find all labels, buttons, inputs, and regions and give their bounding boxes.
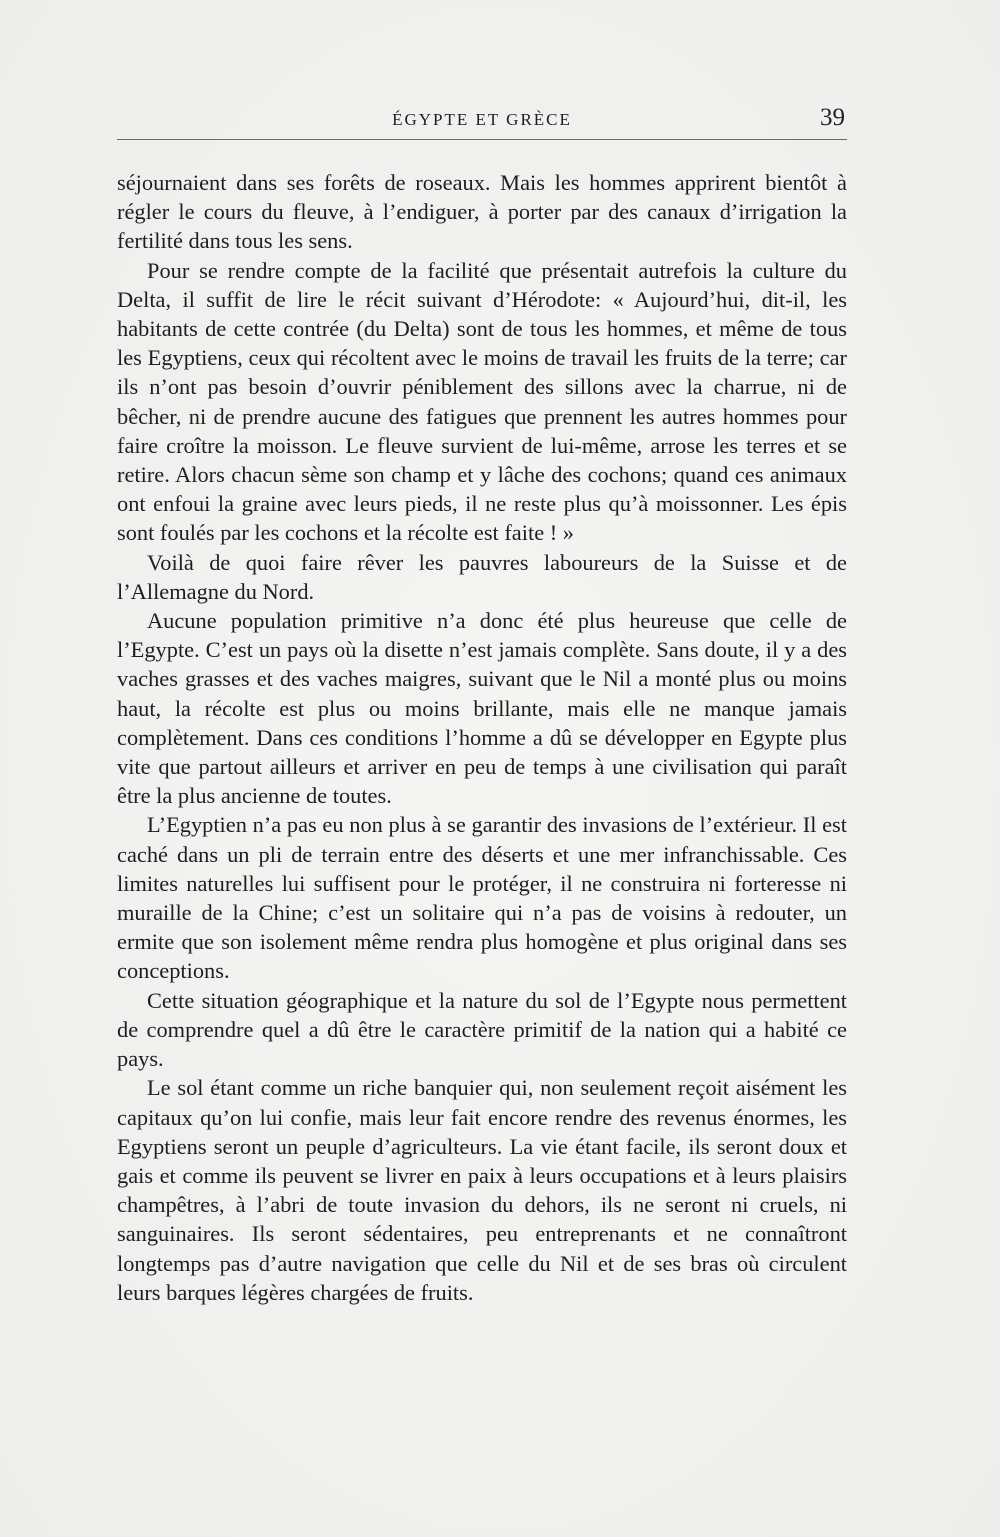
paragraph-1: séjournaient dans ses forêts de roseaux. Mais les hommes apprirent bientôt à régler le cours du fleuve, à l’endiguer, à porter par des canaux d’irrigation la fertilité dans tous les sens. <box>117 170 847 254</box>
paragraph-5: L’Egyptien n’a pas eu non plus à se garantir des invasions de l’extérieur. Il est caché dans un pli de terrain entre des déserts et une mer infranchissable. Ces limites naturelles lui suffisent pour le protéger, il ne construira ni forteresse ni muraille de la Chine; c’est un solitaire qui n’a pas de voisins à redouter, un ermite que son isolement même rendra plus homogène et plus original dans ses conceptions. <box>117 812 847 984</box>
body-text <box>117 168 847 1307</box>
header-rule <box>117 139 847 140</box>
paragraph-6: Cette situation géographique et la nature du sol de l’Egypte nous permettent de comprendre quel a dû être le caractère primitif de la nation qui a habité ce pays. <box>117 987 847 1072</box>
page-number: 39 <box>820 104 845 131</box>
paragraph-4: Aucune population primitive n’a donc été plus heureuse que celle de l’Egypte. C’est un pays où la disette n’est jamais complète. Sans doute, il y a des vaches grasses et des vaches maigres, suivant que le Nil a monté plus ou moins haut, la récolte est plus ou moins brillante, mais elle ne manque jamais complètement. Dans ces conditions l’homme a dû se développer en Egypte plus vite que partout ailleurs et arriver en peu de temps à une civilisation qui paraît être la plus ancienne de toutes. <box>117 608 847 809</box>
running-head <box>117 104 847 140</box>
paragraph-2: Pour se rendre compte de la facilité que présentait autrefois la culture du Delta, il suffit de lire le récit suivant d’Hérodote: « Aujourd’hui, dit-il, les habitants de cette contrée (du Delta) sont de tous les hommes, et même de tous les Egyptiens, ceux qui récoltent avec le moins de travail les fruits de la terre; car ils n’ont pas besoin d’ouvrir péniblement des sillons avec la charrue, ni de bêcher, ni de prendre aucune des fatigues que prennent les autres hommes pour faire croître la moisson. Le fleuve survient de lui-même, arrose les terres et se retire. Alors chacun sème son champ et y lâche des cochons; quand ces animaux ont enfoui la graine avec leurs pieds, il ne reste plus qu’à moissonner. Les épis sont foulés par les cochons et la récolte est faite ! » <box>117 257 847 546</box>
running-title: ÉGYPTE ET GRÈCE <box>392 110 572 129</box>
paragraph-7: Le sol étant comme un riche banquier qui, non seulement reçoit aisément les capitaux qu’on lui confie, mais leur fait encore rendre des revenus énormes, les Egyptiens seront un peuple d’agriculteurs. La vie étant facile, ils seront doux et gais et comme ils peuvent se livrer en paix à leurs occupations et à leurs plaisirs champêtres, à l’abri de toute invasion du dehors, ils ne seront ni cruels, ni sanguinaires. Ils seront sédentaires, peu entreprenants et ne connaîtront longtemps pas d’autre navigation que celle du Nil et de ses bras où circulent leurs barques légères chargées de fruits. <box>117 1075 847 1305</box>
paragraph-3: Voilà de quoi faire rêver les pauvres laboureurs de la Suisse et de l’Allemagne du Nord. <box>117 549 847 604</box>
